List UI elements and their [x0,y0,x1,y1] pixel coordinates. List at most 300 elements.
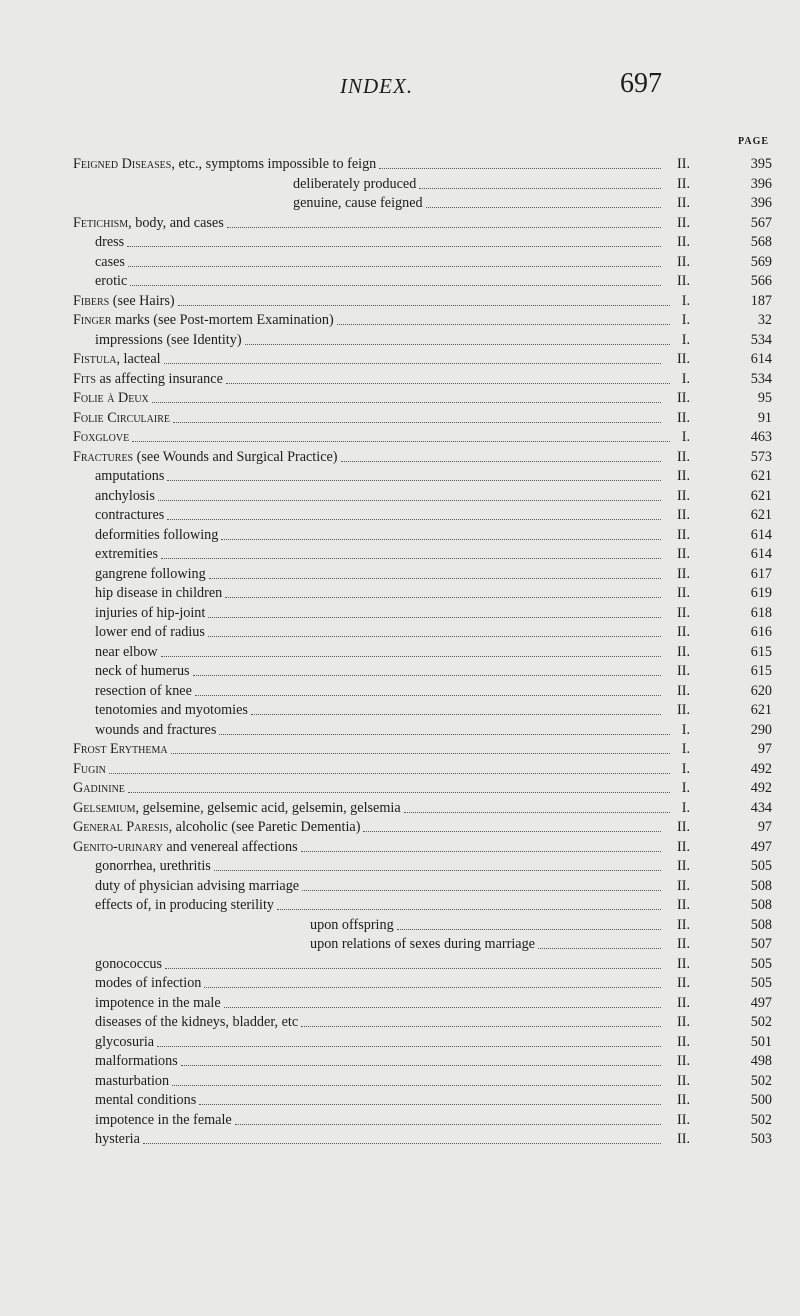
entry-text [95,896,274,916]
index-entry [0,506,800,526]
index-entry [0,760,800,780]
volume-number: II. [677,565,690,582]
entry-term: Fibers [73,292,110,309]
entry-term: Folie à Deux [73,390,149,406]
entry-description: (see Wounds and Surgical Practice) [133,448,338,465]
index-entry [0,253,800,273]
index-entry [0,292,800,312]
dot-leader [161,656,661,657]
index-entries [0,155,800,1150]
volume-number: II. [677,546,690,562]
volume-number: II. [677,936,690,952]
entry-term: Folie Circulaire [73,409,170,426]
dot-leader [128,792,670,793]
dot-leader [225,597,661,598]
page-reference: 614 [750,351,772,367]
index-entry [0,175,800,195]
dot-leader [193,675,661,676]
dot-leader [301,851,661,852]
entry-description: diseases of the kidneys, bladder, etc [95,1014,299,1030]
dot-leader [397,929,661,930]
page-reference: 508 [750,877,772,894]
page-reference: 498 [750,1053,772,1069]
dot-leader [132,441,670,442]
dot-leader [130,285,661,286]
index-entry [0,740,800,760]
entry-text [95,877,299,897]
entry-description: impotence in the female [95,1111,232,1128]
entry-text [293,194,423,214]
entry-description: dress [95,234,125,250]
index-entry [0,1013,800,1033]
volume-number: II. [677,897,690,913]
index-entry [0,721,800,741]
page-reference: 620 [750,682,772,699]
volume-number: II. [677,702,690,718]
index-entry [0,487,800,507]
entry-description: , lacteal [116,351,161,367]
volume-number: II. [677,526,690,543]
index-entry [0,272,800,292]
entry-text [95,1033,154,1053]
index-entry [0,838,800,858]
entry-description: gonococcus [95,955,162,972]
volume-number: II. [677,877,690,894]
entry-text [95,1052,178,1072]
entry-text [73,428,129,448]
entry-text [95,233,124,253]
entry-description: anchylosis [95,487,155,504]
page-reference: 502 [750,1072,772,1089]
entry-text [73,818,360,838]
entry-text [73,838,298,858]
page-reference: 566 [750,273,772,289]
dot-leader [152,402,661,403]
page-reference: 32 [757,312,772,328]
entry-text [73,292,175,312]
index-entry [0,565,800,585]
volume-number: I. [681,721,690,738]
page-reference: 97 [757,819,772,835]
entry-text [95,331,242,351]
index-entry [0,428,800,448]
volume-number: II. [677,1053,690,1069]
dot-leader [157,1046,661,1047]
volume-number: II. [677,682,690,699]
page-reference: 505 [750,975,772,991]
index-entry [0,389,800,409]
page-reference: 621 [750,702,772,718]
entry-description: mental conditions [95,1092,197,1108]
entry-term: Genito-urinary [73,838,163,855]
page-reference: 500 [750,1092,772,1108]
entry-text [95,565,206,585]
dot-leader [245,344,670,345]
entry-text [95,1072,169,1092]
volume-number: I. [681,370,690,387]
page-reference: 434 [750,799,772,816]
entry-text [310,916,394,936]
volume-number: II. [677,955,690,972]
entry-description: glycosuria [95,1033,155,1050]
volume-number: II. [677,253,690,270]
entry-description: modes of infection [95,975,202,991]
volume-number: I. [681,780,690,796]
volume-number: II. [677,1131,690,1147]
entry-text [95,682,192,702]
volume-number: II. [677,390,690,406]
index-entry [0,779,800,799]
dot-leader [128,266,661,267]
entry-text [73,214,224,234]
index-entry [0,935,800,955]
index-entry [0,1052,800,1072]
volume-number: II. [677,409,690,426]
entry-text [310,935,535,955]
page-reference: 501 [750,1033,772,1050]
entry-description: masturbation [95,1072,170,1089]
index-entry [0,1072,800,1092]
index-entry [0,643,800,663]
entry-description: , etc., symptoms impossible to feign [171,156,377,172]
entry-description: upon offspring [310,916,394,933]
dot-leader [337,324,670,325]
entry-description: marks (see Post-mortem Examination) [111,312,334,328]
page-reference: 617 [750,565,772,582]
page-reference: 615 [750,643,772,660]
index-entry [0,701,800,721]
page-reference: 508 [750,897,772,913]
entry-description: as affecting insurance [95,370,223,387]
entry-term: Fugin [73,760,106,777]
entry-description: near elbow [95,643,158,660]
page-reference: 505 [750,858,772,874]
entry-description: neck of humerus [95,663,190,679]
volume-number: II. [677,1072,690,1089]
index-entry [0,233,800,253]
entry-description: genuine, cause feigned [293,195,423,211]
page-column-label: PAGE [738,136,770,147]
entry-description: , gelsemine, gelsemic acid, gelsemin, gelsemia [135,799,401,816]
entry-description: lower end of radius [95,624,205,640]
page-reference: 618 [750,604,772,621]
index-entry [0,1111,800,1131]
entry-text [73,779,125,799]
volume-number: II. [677,234,690,250]
dot-leader [161,558,661,559]
entry-text [95,1111,232,1131]
dot-leader [172,1085,661,1086]
page-reference: 569 [750,253,772,270]
entry-text [95,721,216,741]
volume-number: II. [677,643,690,660]
dot-leader [181,1065,661,1066]
entry-text [95,526,218,546]
volume-number: II. [677,507,690,523]
entry-text [293,175,416,195]
volume-number: II. [677,273,690,289]
index-entry [0,857,800,877]
index-entry [0,974,800,994]
entry-text [95,584,222,604]
volume-number: II. [677,448,690,465]
entry-text [95,604,205,624]
volume-number: II. [677,1014,690,1030]
entry-description: and venereal affections [162,838,298,855]
volume-number: II. [677,156,690,172]
index-entry [0,1130,800,1150]
entry-term: Fetichism [73,214,129,231]
page-reference: 507 [750,936,772,952]
entry-term: Gadinine [73,780,125,796]
page-reference: 573 [750,448,772,465]
dot-leader [538,948,661,949]
volume-number: II. [677,468,690,484]
index-entry [0,994,800,1014]
index-entry [0,448,800,468]
dot-leader [363,831,661,832]
page-reference: 492 [750,760,772,777]
entry-text [73,740,168,760]
entry-description: effects of, in producing sterility [95,897,275,913]
page-reference: 567 [750,214,772,231]
dot-leader [235,1124,661,1125]
dot-leader [209,578,661,579]
index-entry [0,604,800,624]
dot-leader [109,773,670,774]
dot-leader [224,1007,661,1008]
index-entry [0,194,800,214]
page-reference: 614 [750,526,772,543]
entry-description: deformities following [95,526,219,543]
volume-number: II. [677,624,690,640]
dot-leader [419,188,661,189]
dot-leader [251,714,661,715]
volume-number: I. [681,760,690,777]
entry-text [73,311,334,331]
dot-leader [195,695,661,696]
index-entry [0,1033,800,1053]
page-reference: 621 [750,487,772,504]
index-entry [0,662,800,682]
entry-text [73,350,161,370]
dot-leader [208,636,661,637]
entry-description: wounds and fractures [95,721,217,738]
page-reference: 616 [750,624,772,640]
dot-leader [277,909,661,910]
entry-description: erotic [95,273,128,289]
volume-number: II. [677,1092,690,1108]
volume-number: II. [677,604,690,621]
entry-text [95,623,205,643]
entry-description: gonorrhea, urethritis [95,858,211,874]
index-entry [0,799,800,819]
page-reference: 497 [750,838,772,855]
page-reference: 95 [757,390,772,406]
entry-term: Frost Erythema [73,741,168,757]
entry-description: deliberately produced [293,175,417,192]
running-head-title: INDEX. [340,74,414,98]
volume-number: II. [677,819,690,835]
index-entry [0,155,800,175]
page-reference: 503 [750,1131,772,1147]
entry-text [95,857,211,877]
entry-description: extremities [95,546,159,562]
page-reference: 621 [750,507,772,523]
index-entry [0,467,800,487]
page-reference: 187 [750,292,772,309]
entry-text [95,994,221,1014]
index-entry [0,370,800,390]
entry-text [95,467,164,487]
index-entry [0,409,800,429]
entry-text [95,643,158,663]
page-reference: 492 [750,780,772,796]
volume-number: II. [677,195,690,211]
entry-text [95,1091,196,1111]
dot-leader [227,227,661,228]
volume-number: II. [677,487,690,504]
entry-description: gangrene following [95,565,206,582]
entry-description: tenotomies and myotomies [95,702,248,718]
dot-leader [199,1104,661,1105]
page-reference: 395 [750,156,772,172]
entry-term: Foxglove [73,429,130,445]
index-entry [0,526,800,546]
page-reference: 463 [750,429,772,445]
dot-leader [221,539,661,540]
entry-text [73,155,376,175]
entry-description: , alcoholic (see Paretic Dementia) [168,819,361,835]
dot-leader [301,1026,661,1027]
entry-text [95,253,125,273]
volume-number: II. [677,1033,690,1050]
entry-description: (see Hairs) [109,292,175,309]
volume-number: I. [681,741,690,757]
volume-number: II. [677,838,690,855]
volume-number: II. [677,585,690,601]
entry-description: injuries of hip-joint [95,604,206,621]
entry-description: contractures [95,507,165,523]
dot-leader [341,461,661,462]
entry-description: hip disease in children [95,585,223,601]
index-entry [0,916,800,936]
dot-leader [208,617,661,618]
entry-description: cases [95,253,125,270]
entry-text [73,799,401,819]
page-reference: 621 [750,468,772,484]
page-reference: 91 [757,409,772,426]
entry-description: duty of physician advising marriage [95,877,300,894]
dot-leader [143,1143,661,1144]
entry-description: amputations [95,468,165,484]
index-entry [0,818,800,838]
entry-text [73,448,338,468]
volume-number: II. [677,663,690,679]
page-reference: 615 [750,663,772,679]
entry-term: Fistula [73,351,117,367]
entry-text [95,506,164,526]
dot-leader [167,480,661,481]
entry-text [95,272,127,292]
entry-text [95,1013,298,1033]
dot-leader [302,890,661,891]
running-head [0,66,800,106]
entry-text [73,760,106,780]
index-entry [0,214,800,234]
index-entry [0,350,800,370]
volume-number: I. [681,799,690,816]
dot-leader [173,422,661,423]
dot-leader [379,168,661,169]
entry-description: impressions (see Identity) [95,331,242,348]
volume-number: II. [677,975,690,991]
dot-leader [214,870,661,871]
entry-term: Finger [73,312,112,328]
entry-text [95,487,155,507]
page-reference: 502 [750,1111,772,1128]
dot-leader [167,519,661,520]
page-reference: 568 [750,234,772,250]
index-entry [0,682,800,702]
entry-description: hysteria [95,1131,140,1147]
dot-leader [426,207,661,208]
entry-text [95,545,158,565]
entry-description: upon relations of sexes during marriage [310,936,535,952]
index-entry [0,877,800,897]
volume-number: I. [681,312,690,328]
dot-leader [219,734,670,735]
entry-term: Fits [73,370,96,387]
volume-number: II. [677,351,690,367]
page-reference: 396 [750,175,772,192]
entry-text [73,409,170,429]
entry-text [73,370,223,390]
page-number: 697 [620,68,662,99]
entry-term: Gelsemium [73,799,136,816]
entry-description: resection of knee [95,682,192,699]
entry-term: Feigned Diseases [73,156,172,172]
entry-text [95,701,248,721]
dot-leader [164,363,661,364]
page-reference: 97 [757,741,772,757]
page-reference: 497 [750,994,772,1011]
entry-term: Fractures [73,448,134,465]
page-reference: 534 [750,370,772,387]
index-entry [0,331,800,351]
dot-leader [226,383,670,384]
dot-leader [204,987,661,988]
volume-number: I. [681,292,690,309]
dot-leader [171,753,670,754]
entry-text [95,662,190,682]
entry-description: malformations [95,1053,178,1069]
page-reference: 619 [750,585,772,601]
index-entry [0,623,800,643]
entry-term: General Paresis [73,819,169,835]
page-reference: 505 [750,955,772,972]
dot-leader [404,812,670,813]
volume-number: I. [681,331,690,348]
page-reference: 290 [750,721,772,738]
entry-description: impotence in the male [95,994,221,1011]
dot-leader [127,246,661,247]
index-entry [0,1091,800,1111]
page-reference: 396 [750,195,772,211]
index-entry [0,545,800,565]
index-entry [0,955,800,975]
dot-leader [178,305,670,306]
